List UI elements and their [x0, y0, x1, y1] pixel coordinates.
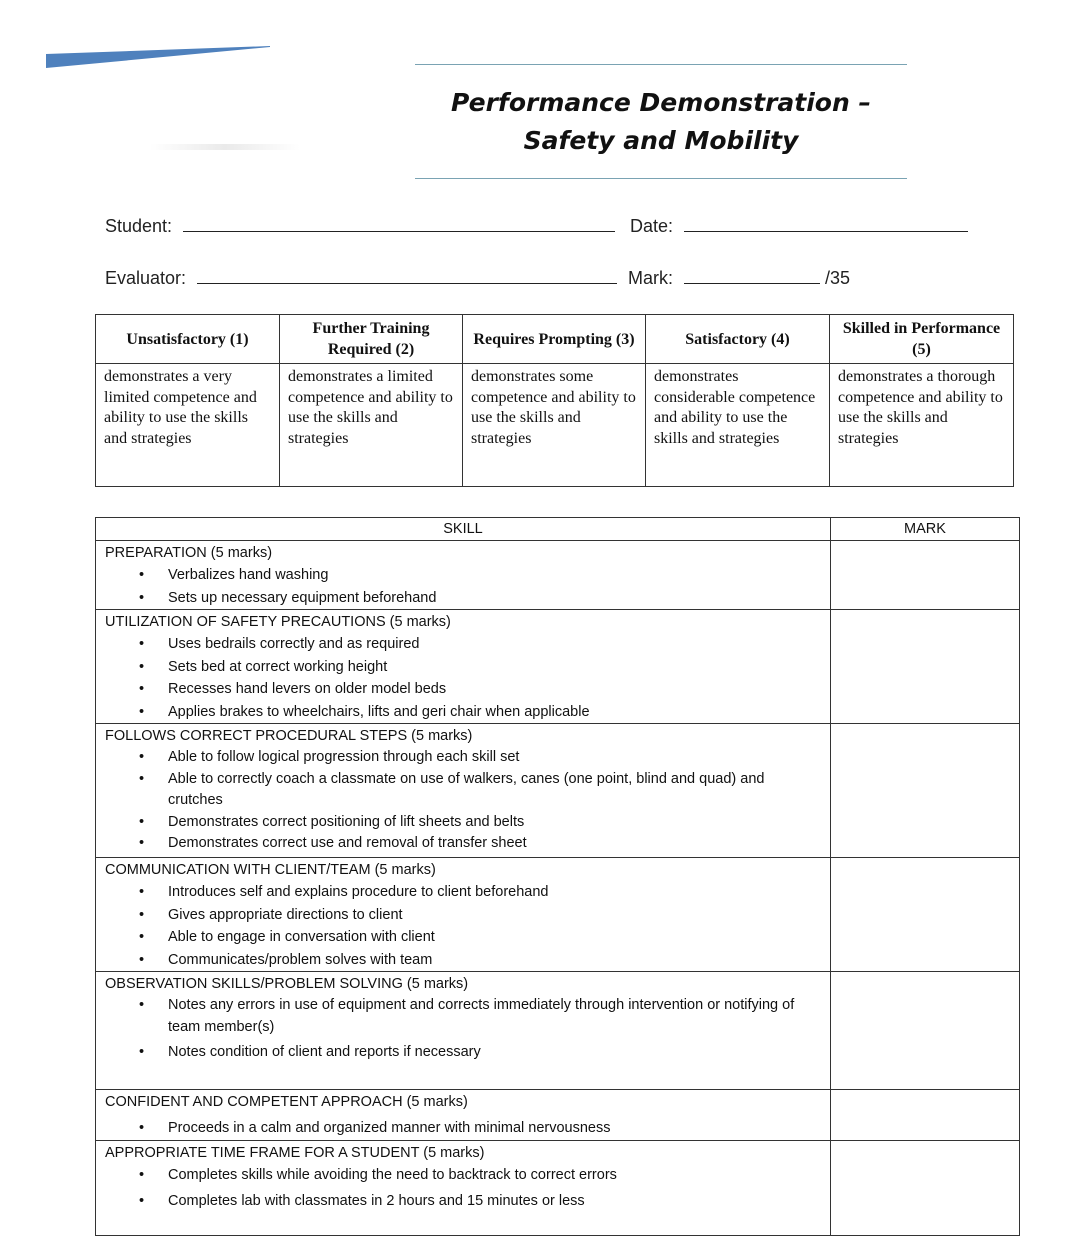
rubric-description-row	[96, 364, 1014, 487]
skill-section-row	[96, 858, 1020, 972]
section-title: OBSERVATION SKILLS/PROBLEM SOLVING (5 marks)	[105, 976, 469, 992]
mark-cell[interactable]	[831, 1090, 1020, 1141]
bullet-icon: •	[139, 703, 145, 720]
bullet-icon: •	[139, 1044, 145, 1060]
rubric-header-row	[96, 315, 1014, 364]
rubric-description: demonstrates some competence and ability to use the skills and strategies	[463, 364, 646, 487]
bullet-icon: •	[139, 1120, 145, 1136]
mark-column-header: MARK	[831, 518, 1020, 541]
bullet-icon: •	[139, 951, 145, 968]
list-item: • Introduces self and explains procedure to client beforehand	[105, 881, 830, 904]
mark-cell[interactable]	[831, 724, 1020, 858]
bullet-icon: •	[139, 906, 145, 923]
list-item: • Sets bed at correct working height	[105, 656, 830, 679]
logo-stripe	[46, 46, 270, 68]
list-item: • Able to correctly coach a classmate on use of walkers, canes (one point, blind and quad) and crutches	[139, 770, 765, 808]
mark-cell[interactable]	[831, 610, 1020, 724]
date-label: Date:	[630, 216, 674, 236]
section-title: COMMUNICATION WITH CLIENT/TEAM (5 marks)	[105, 862, 436, 878]
mark-row	[628, 265, 850, 289]
student-field[interactable]	[183, 213, 615, 232]
section-title: FOLLOWS CORRECT PROCEDURAL STEPS (5 marks)	[105, 728, 473, 744]
student-row	[105, 213, 615, 237]
mark-label: Mark:	[628, 268, 673, 288]
rubric-heading: Further Training Required (2)	[280, 315, 463, 364]
title-rule-bottom	[415, 178, 907, 179]
mark-cell[interactable]	[831, 1140, 1020, 1235]
skills-table	[95, 517, 1020, 1236]
title-rule-top	[415, 64, 907, 65]
list-item: • Recesses hand levers on older model beds	[105, 678, 830, 701]
mark-cell[interactable]	[831, 858, 1020, 972]
list-item: • Proceeds in a calm and organized manner with minimal nervousness	[105, 1117, 830, 1140]
list-item: • Uses bedrails correctly and as required	[105, 633, 830, 656]
skill-section-row	[96, 1140, 1020, 1235]
list-item: • Demonstrates correct use and removal of transfer sheet	[105, 833, 830, 855]
rubric-description: demonstrates a very limited competence and ability to use the skills and strategies	[96, 364, 280, 487]
skill-section-row	[96, 972, 1020, 1090]
list-item: • Demonstrates correct positioning of lift sheets and belts	[105, 812, 830, 834]
bullet-icon: •	[139, 1193, 145, 1209]
list-item: • Able to follow logical progression through each skill set	[105, 747, 830, 769]
mark-field[interactable]	[684, 265, 820, 284]
date-row	[630, 213, 968, 237]
evaluator-label: Evaluator:	[105, 268, 187, 288]
list-item: • Able to engage in conversation with client	[105, 926, 830, 949]
section-title: APPROPRIATE TIME FRAME FOR A STUDENT (5 marks)	[105, 1144, 485, 1161]
skills-header-row	[96, 518, 1020, 541]
mark-cell[interactable]	[831, 541, 1020, 610]
rubric-heading: Satisfactory (4)	[646, 315, 830, 364]
rubric-heading: Skilled in Performance (5)	[830, 315, 1014, 364]
list-item: • Applies brakes to wheelchairs, lifts and geri chair when applicable	[105, 701, 830, 724]
date-field[interactable]	[684, 213, 968, 232]
list-item: • Verbalizes hand washing	[105, 564, 830, 587]
list-item: • Notes condition of client and reports if necessary	[105, 1042, 830, 1064]
section-title: PREPARATION (5 marks)	[105, 545, 273, 561]
bullet-icon: •	[139, 1166, 145, 1183]
rubric-description: demonstrates considerable competence and ability to use the skills and strategies	[646, 364, 830, 487]
bullet-icon: •	[139, 770, 145, 787]
bullet-icon: •	[139, 835, 145, 851]
bullet-icon: •	[139, 681, 145, 697]
bullet-icon: •	[139, 567, 145, 583]
list-item: • Completes lab with classmates in 2 hours and 15 minutes or less	[105, 1190, 830, 1213]
list-item: • Sets up necessary equipment beforehand	[105, 587, 830, 610]
logo-fade	[150, 144, 300, 150]
rubric-table	[95, 314, 1014, 487]
evaluator-field[interactable]	[197, 265, 617, 284]
bullet-icon: •	[139, 884, 145, 900]
rubric-description: demonstrates a limited competence and ability to use the skills and strategies	[280, 364, 463, 487]
list-item: • Gives appropriate directions to client	[105, 904, 830, 927]
skill-section-row	[96, 541, 1020, 610]
bullet-icon: •	[139, 813, 145, 830]
mark-total: /35	[825, 268, 851, 288]
evaluator-row	[105, 265, 617, 289]
rubric-heading: Requires Prompting (3)	[463, 315, 646, 364]
bullet-icon: •	[139, 929, 145, 945]
skill-section-row	[96, 724, 1020, 858]
bullet-icon: •	[139, 589, 145, 606]
rubric-heading: Unsatisfactory (1)	[96, 315, 280, 364]
skill-column-header: SKILL	[96, 518, 831, 541]
skill-section-row	[96, 1090, 1020, 1141]
list-item: • Completes skills while avoiding the need to backtrack to correct errors	[105, 1164, 830, 1187]
page-title	[415, 84, 907, 160]
title-line-2: Safety and Mobility	[523, 126, 799, 155]
skill-section-row	[96, 610, 1020, 724]
title-line-1: Performance Demonstration –	[451, 88, 871, 117]
student-label: Student:	[105, 216, 173, 236]
bullet-icon: •	[139, 997, 145, 1013]
bullet-icon: •	[139, 658, 145, 675]
bullet-icon: •	[139, 749, 145, 765]
rubric-description: demonstrates a thorough competence and ability to use the skills and strategies	[830, 364, 1014, 487]
section-title: CONFIDENT AND COMPETENT APPROACH (5 marks)	[105, 1094, 468, 1110]
list-item: • Communicates/problem solves with team	[105, 949, 830, 972]
bullet-icon: •	[139, 636, 145, 652]
list-item: • Notes any errors in use of equipment and corrects immediately through intervention or notifying of team member(s)	[139, 997, 795, 1035]
mark-cell[interactable]	[831, 972, 1020, 1090]
section-title: UTILIZATION OF SAFETY PRECAUTIONS (5 marks)	[105, 614, 451, 630]
